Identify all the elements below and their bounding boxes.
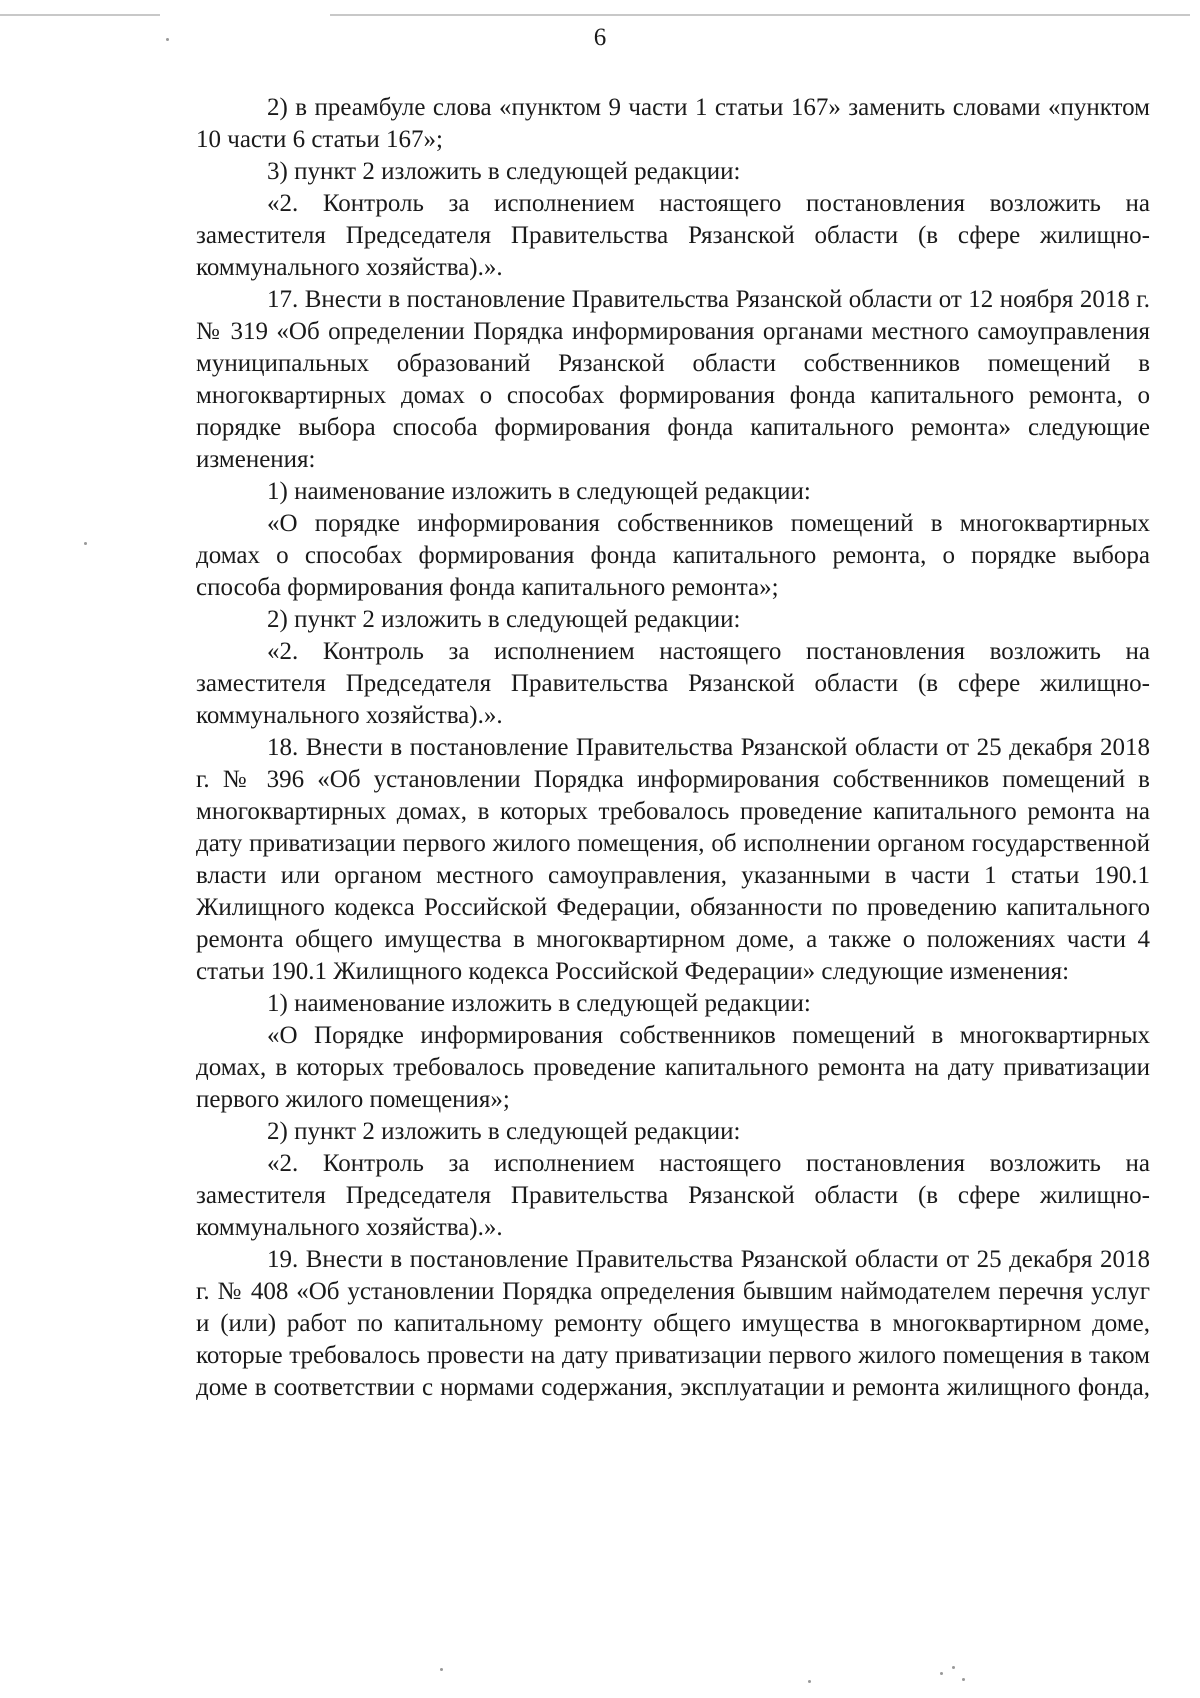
paragraph: 17. Внести в постановление Правительства Рязанской области от 12 ноября 2018 г. № 319 «Об определении Порядка информирования органами местного самоуправления муниципальных образований Рязанской области собственников помещений в многоквартирных домах о способах формирования фонда капитального ремонта, о порядке выбора способа формирования фонда капитального ремонта» следующие изменения: — [196, 286, 1150, 473]
paragraph: 2) пункт 2 изложить в следующей редакции: — [267, 1118, 741, 1145]
document-body — [196, 92, 1150, 1404]
paragraph: 2) пункт 2 изложить в следующей редакции: — [267, 606, 741, 633]
page-number: 6 — [593, 24, 607, 51]
scan-edge-left — [0, 14, 160, 16]
paragraph: «2. Контроль за исполнением настоящего постановления возложить на заместителя Председателя Правительства Рязанской области (в сфере жилищно-коммунального хозяйства).». — [196, 190, 1150, 281]
paragraph: 1) наименование изложить в следующей редакции: — [267, 478, 811, 505]
scan-speck — [808, 1680, 811, 1683]
scan-speck — [952, 1666, 955, 1669]
paragraph: «О порядке информирования собственников помещений в многоквартирных домах о способах формирования фонда капитального ремонта, о порядке выбора способа формирования фонда капитального ремонта»; — [196, 510, 1150, 601]
paragraph: «2. Контроль за исполнением настоящего постановления возложить на заместителя Председателя Правительства Рязанской области (в сфере жилищно-коммунального хозяйства).». — [196, 638, 1150, 729]
paragraph: 3) пункт 2 изложить в следующей редакции: — [267, 158, 741, 185]
paragraph: 19. Внести в постановление Правительства Рязанской области от 25 декабря 2018 г. № 408 «Об установлении Порядка определения бывшим наймодателем перечня услуг и (или) работ по капитальному ремонту общего имущества в многоквартирном доме, которые требовалось провести на дату приватизации первого жилого помещения в таком доме в соответствии с нормами содержания, эксплуатации и ремонта жилищного фонда, — [196, 1246, 1150, 1401]
paragraph: 2) в преамбуле слова «пунктом 9 части 1 статьи 167» заменить словами «пунктом 10 части 6 статьи 167»; — [196, 94, 1150, 153]
scan-speck — [940, 1672, 943, 1675]
scan-speck — [962, 1678, 965, 1681]
scan-speck — [84, 542, 87, 545]
scan-edge-right — [330, 14, 1190, 16]
scan-speck — [440, 1668, 443, 1671]
paragraph: «О Порядке информирования собственников помещений в многоквартирных домах, в которых требовалось проведение капитального ремонта на дату приватизации первого жилого помещения»; — [196, 1022, 1150, 1113]
paragraph: 18. Внести в постановление Правительства Рязанской области от 25 декабря 2018 г. № 396 «Об установлении Порядка информирования собственников помещений в многоквартирных домах, в которых требовалось проведение капитального ремонта на дату приватизации первого жилого помещения, об исполнении органом государственной власти или органом местного самоуправления, указанными в части 1 статьи 190.1 Жилищного кодекса Российской Федерации, обязанности по проведению капитального ремонта общего имущества в многоквартирном доме, а также о положениях части 4 статьи 190.1 Жилищного кодекса Российской Федерации» следующие изменения: — [196, 734, 1150, 985]
paragraph: 1) наименование изложить в следующей редакции: — [267, 990, 811, 1017]
paragraph: «2. Контроль за исполнением настоящего постановления возложить на заместителя Председателя Правительства Рязанской области (в сфере жилищно-коммунального хозяйства).». — [196, 1150, 1150, 1241]
